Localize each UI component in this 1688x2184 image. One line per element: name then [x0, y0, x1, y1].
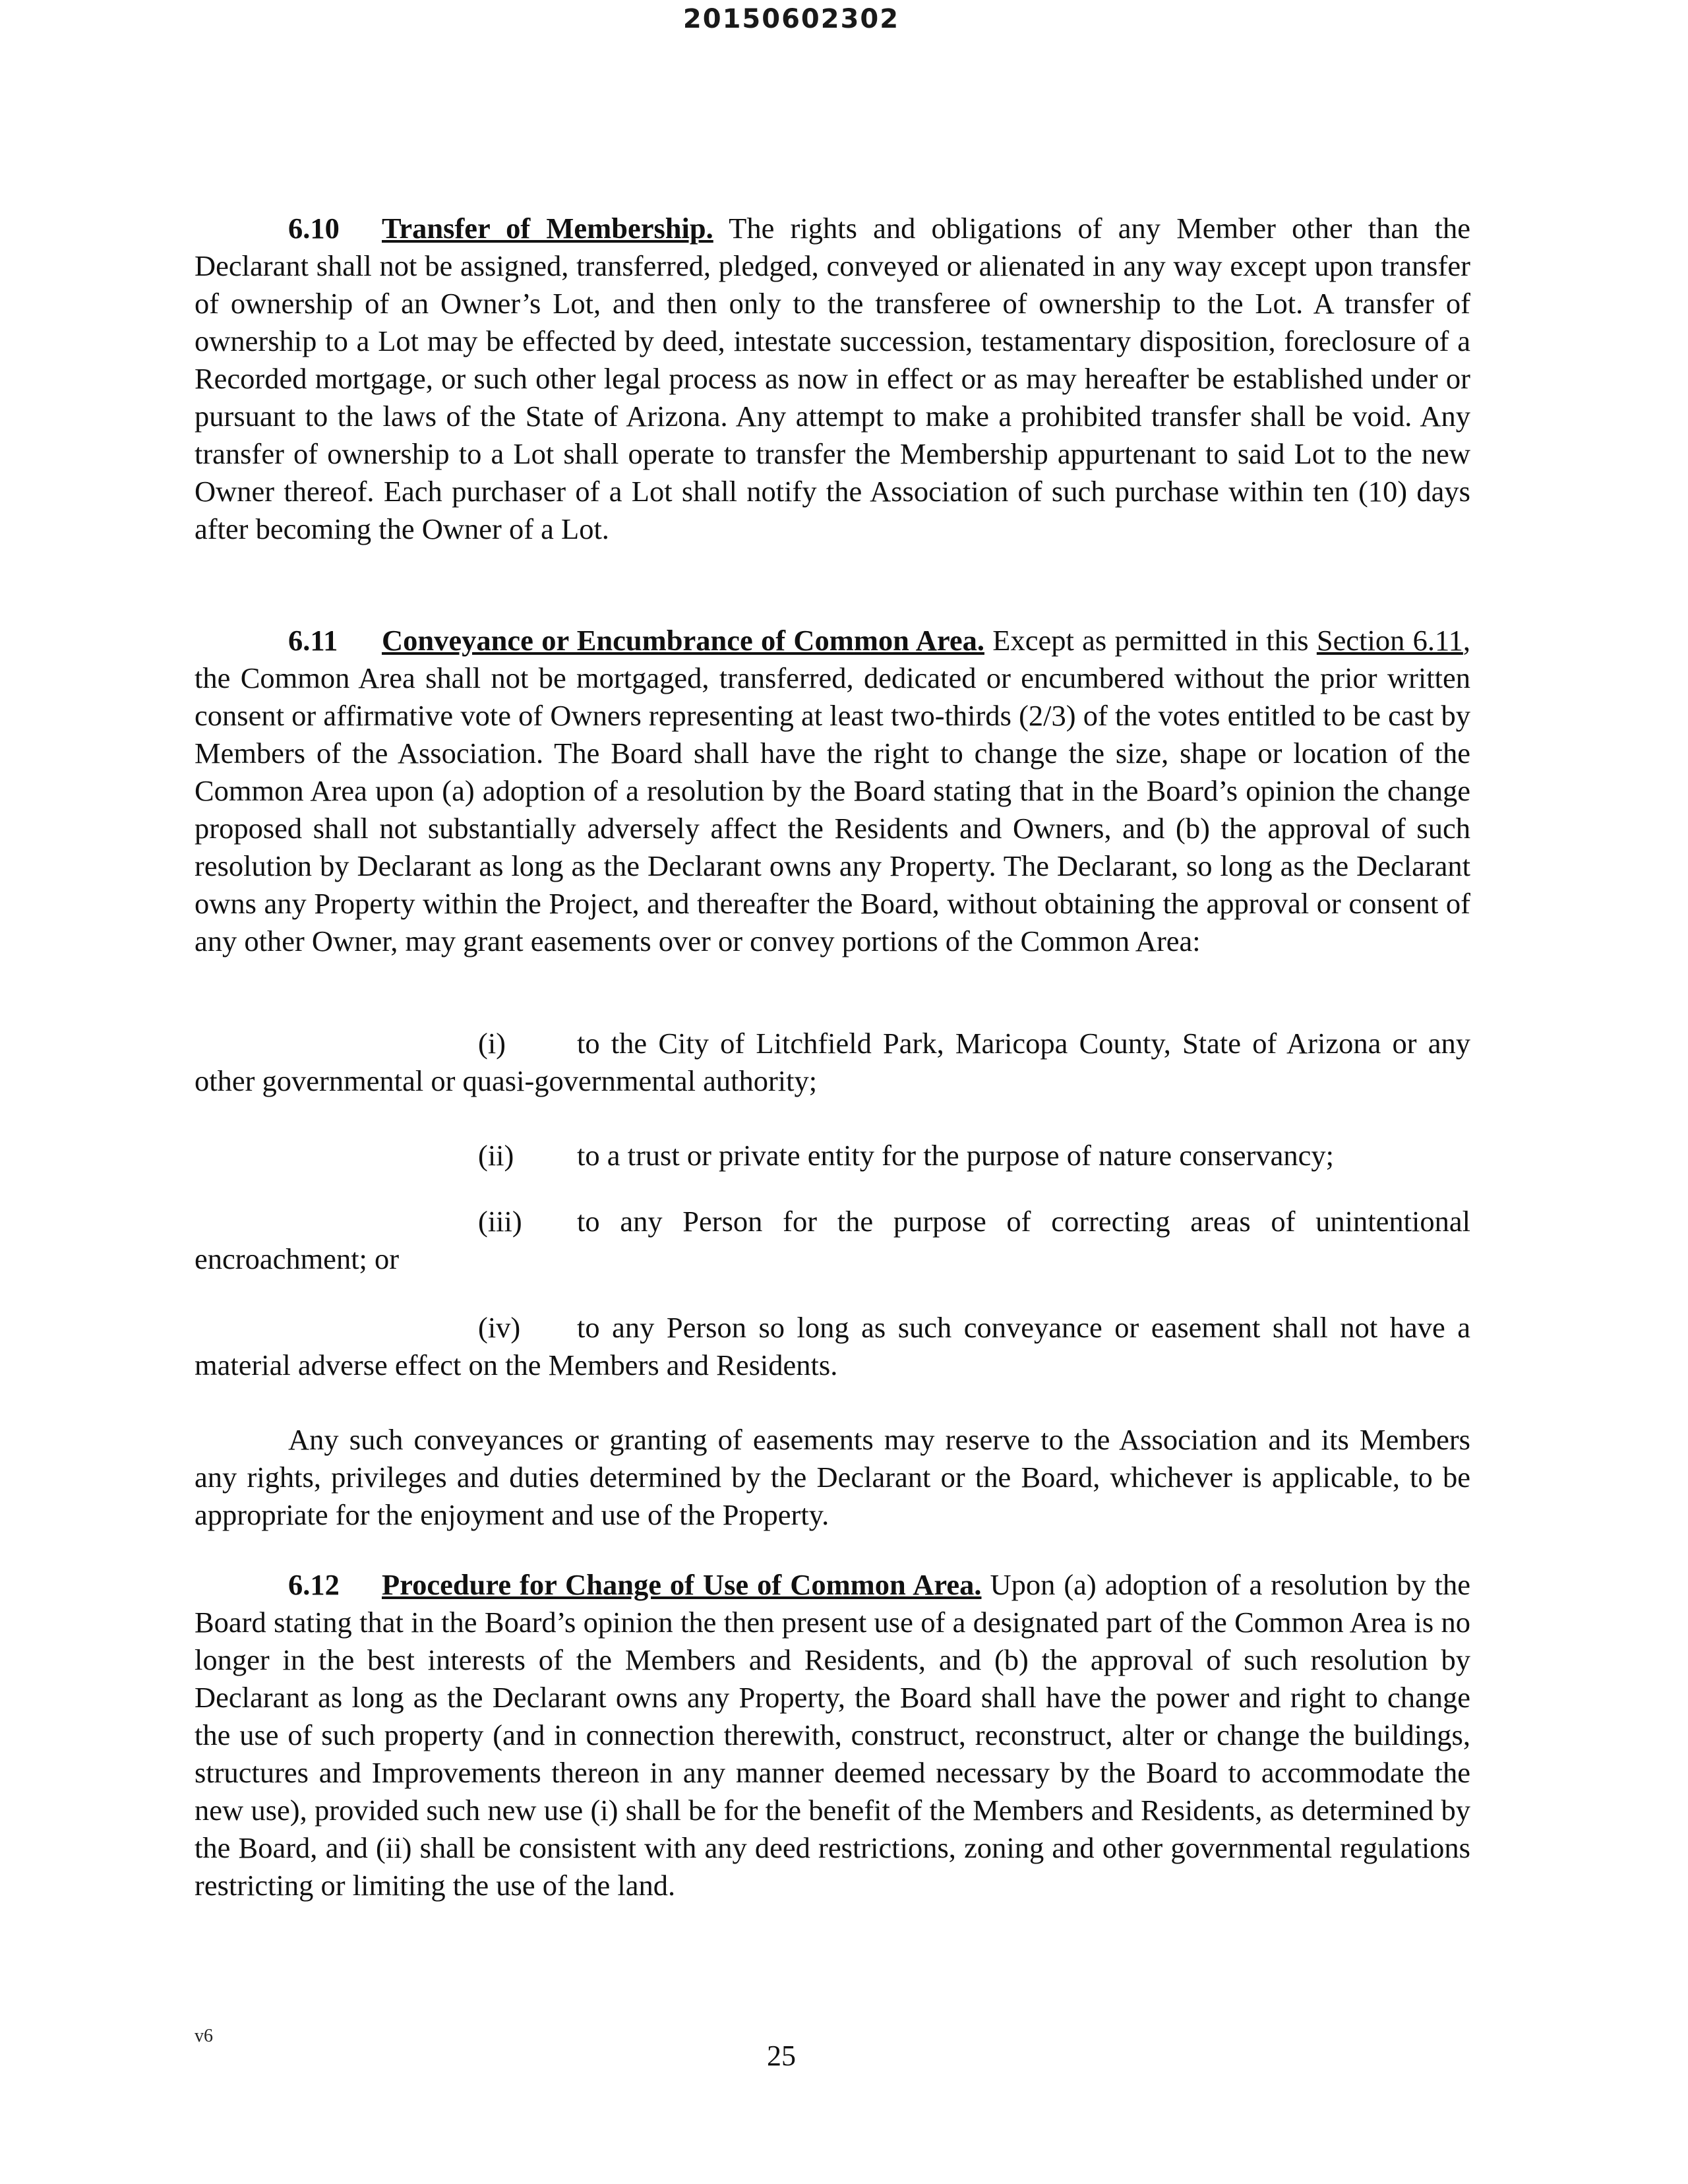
- list-item-number: (iv): [478, 1311, 521, 1344]
- section-body-lead: Except as permitted in this: [984, 624, 1317, 657]
- section-paragraph: [195, 622, 1470, 960]
- section-body: , the Common Area shall not be mortgaged, transferred, dedicated or encumbered without the prior written consent or affirmative vote of Owners representing at least two-thirds (2/3) of the votes entitled to be cast by Members of the Association. The Board shall have the right to change the size, shape or location of the Common Area upon (a) adoption of a resolution by the Board stating that in the Board’s opinion the change proposed shall not substantially adversely affect the Residents and Owners, and (b) the approval of such resolution by Declarant as long as the Declarant owns any Property. The Declarant, so long as the Declarant owns any Property within the Project, and thereafter the Board, without obtaining the approval or consent of any other Owner, may grant easements over or convey portions of the Common Area:: [195, 624, 1470, 957]
- closing-paragraph: Any such conveyances or granting of easements may reserve to the Association and its Members any rights, privileges and duties determined by the Declarant or the Board, whichever is applicable, to be appropriate for the enjoyment and use of the Property.: [195, 1423, 1470, 1531]
- section-title: Transfer of Membership.: [382, 212, 713, 245]
- list-item-iii: [195, 1203, 1470, 1278]
- list-item: [195, 1025, 1470, 1100]
- section-title: Conveyance or Encumbrance of Common Area.: [382, 624, 984, 657]
- list-item-i: [195, 1025, 1470, 1100]
- page-number: 25: [767, 2040, 796, 2072]
- list-item-ii: [195, 1137, 1470, 1174]
- list-item-continuation: encroachment; or: [195, 1242, 400, 1275]
- list-item-number: (i): [478, 1027, 506, 1060]
- section-number: 6.12: [288, 1568, 340, 1601]
- section-number: 6.10: [288, 212, 340, 245]
- section-number: 6.11: [288, 624, 338, 657]
- section-paragraph: [195, 1566, 1470, 1904]
- list-item-number: (iii): [478, 1205, 522, 1238]
- section-paragraph: [195, 210, 1470, 548]
- section-closing: [195, 1421, 1470, 1534]
- list-item-text: to a trust or private entity for the purpose of nature conservancy;: [577, 1139, 1334, 1172]
- section-body: Upon (a) adoption of a resolution by the Board stating that in the Board’s opinion the then present use of a designated part of the Common Area is no longer in the best interests of the Members and Residents, and (b) the approval of such resolution by Declarant as long as the Declarant owns any Property, the Board shall have the power and right to change the use of such property (and in connection therewith, construct, reconstruct, alter or change the buildings, structures and Improvements thereon in any manner deemed necessary by the Board to accommodate the new use), provided such new use (i) shall be for the benefit of the Members and Residents, as determined by the Board, and (ii) shall be consistent with any deed restrictions, zoning and other governmental regulations restricting or limiting the use of the land.: [195, 1568, 1471, 1902]
- list-item: [195, 1309, 1470, 1384]
- list-item-iv: [195, 1309, 1470, 1384]
- section-6-11: [195, 622, 1470, 960]
- section-body: The rights and obligations of any Member other than the Declarant shall not be assigned, transferred, pledged, conveyed or alienated in any way except upon transfer of ownership of an Owner’s Lot, and then only to the transferee of ownership to the Lot. A transfer of ownership to a Lot may be effected by deed, intestate succession, testamentary disposition, foreclosure of a Recorded mortgage, or such other legal process as now in effect or as may hereafter be established under or pursuant to the laws of the State of Arizona. Any attempt to make a prohibited transfer shall be void. Any transfer of ownership to a Lot shall operate to transfer the Membership appurtenant to said Lot to the new Owner thereof. Each purchaser of a Lot shall notify the Association of such purchase within ten (10) days after becoming the Owner of a Lot.: [195, 212, 1470, 545]
- recording-number: 20150602302: [682, 4, 900, 34]
- list-item: [195, 1203, 1470, 1240]
- section-title: Procedure for Change of Use of Common Area.: [382, 1568, 982, 1601]
- list-item-number: (ii): [478, 1139, 514, 1172]
- section-6-12: [195, 1566, 1470, 1904]
- list-item: [195, 1137, 1470, 1174]
- section-reference: Section 6.11: [1316, 624, 1463, 657]
- section-6-10: [195, 210, 1470, 548]
- list-item-text: to the City of Litchfield Park, Maricopa County, State of Arizona or any other governmental or quasi-governmental authority;: [195, 1027, 1470, 1097]
- version-label: v6: [195, 2026, 213, 2046]
- list-item-text: to any Person for the purpose of correcting areas of unintentional: [577, 1205, 1470, 1238]
- list-item-text: to any Person so long as such conveyance or easement shall not have a material adverse effect on the Members and Residents.: [195, 1311, 1470, 1381]
